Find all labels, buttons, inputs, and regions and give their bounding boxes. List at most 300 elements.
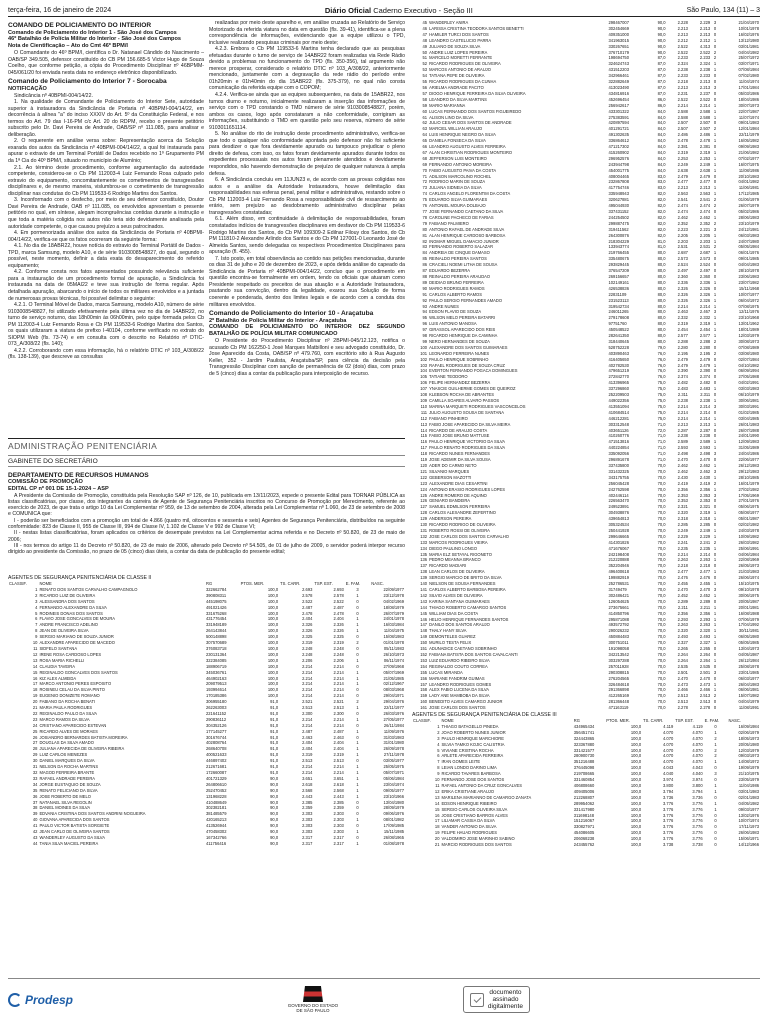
table-cell: 1 xyxy=(713,604,717,610)
table-cell: 471217302 xyxy=(608,144,629,150)
table-cell: 70,0 xyxy=(657,474,666,480)
table-cell: 0 xyxy=(356,811,359,817)
table-cell: 30/06/1981 xyxy=(738,398,759,403)
table-cell: 2.214 xyxy=(699,415,711,421)
table-cell: 2.326 xyxy=(677,285,688,291)
table-cell: 376547209 xyxy=(608,268,629,274)
department-block xyxy=(8,472,405,556)
table-cell: 32 xyxy=(32,770,38,775)
table-cell: 21/06/1982 xyxy=(738,149,759,155)
table-cell: 1 xyxy=(714,759,717,765)
table-cell: 2.593 xyxy=(699,445,711,451)
table-cell: 2 xyxy=(714,747,717,753)
table-cell: 72,0 xyxy=(657,427,666,433)
table-cell: 3 xyxy=(713,403,717,409)
page-footer xyxy=(8,978,760,1020)
table-cell: 1 xyxy=(713,462,717,468)
table-cell: 2.214 xyxy=(302,764,313,770)
table-cell: 156 xyxy=(420,675,428,681)
table-cell: 2.478 xyxy=(333,610,344,616)
table-cell: 11/04/1986 xyxy=(738,783,759,788)
table-cell: 70,0 xyxy=(657,663,666,669)
table-cell: 417754746 xyxy=(608,185,629,191)
table-cell: GIRASSOL APARECIDO DOS REIS xyxy=(429,327,496,333)
table-cell: 09/01/1983 xyxy=(738,120,759,126)
table-cell: 4.070 xyxy=(692,735,703,741)
table-cell: 290308815 xyxy=(608,669,629,675)
table-cell: 100,0 xyxy=(630,747,642,753)
table-cell: JULIANO DE SOUZA SILVA xyxy=(429,43,481,49)
table-cell: 3.776 xyxy=(663,818,674,824)
table-cell: 209079513 xyxy=(206,681,227,687)
table-cell: 2.303 xyxy=(302,817,313,823)
column-header: NOME xyxy=(39,581,52,586)
table-cell: 0 xyxy=(713,374,717,380)
table-cell: FABIO AUGUSTO PAIVA DA COSTA xyxy=(429,167,497,173)
table-cell: 2.229 xyxy=(699,533,711,539)
table-cell: 2.264 xyxy=(699,651,711,657)
table-cell: 2.332 xyxy=(699,315,711,321)
table-cell: 1 xyxy=(713,327,717,333)
table-cell: 2.214 xyxy=(333,681,344,687)
table-cell: 2.455 xyxy=(677,581,688,587)
table-cell: 1 xyxy=(356,829,359,835)
table-cell: 100,0 xyxy=(630,735,642,741)
table-cell: 22/11/1977 xyxy=(383,705,404,711)
table-cell: 2.303 xyxy=(333,823,344,829)
table-cell: 2.317 xyxy=(302,840,313,846)
table-cell: 2.324 xyxy=(677,61,688,67)
table-cell: 84,0 xyxy=(657,132,666,138)
table-cell: 80,0 xyxy=(657,297,666,303)
journal-name: Diário Oficial xyxy=(324,5,372,15)
table-cell: 2.303 xyxy=(333,817,344,823)
table-cell: 91,0 xyxy=(270,699,279,705)
table-cell: 117 xyxy=(420,445,428,451)
table-cell: 1 xyxy=(714,729,717,735)
table-cell: 1 xyxy=(356,705,359,711)
table-cell: 70,0 xyxy=(657,657,666,663)
table-cell: 103 xyxy=(420,362,428,368)
table-cell: 0 xyxy=(713,73,717,79)
table-cell: 464902163 xyxy=(206,675,227,681)
table-cell: 2.353 xyxy=(677,498,688,504)
table-cell: 20/05/1987 xyxy=(738,598,759,604)
table-cell: 2.214 xyxy=(677,415,688,421)
table-cell: 07/08/1975 xyxy=(738,303,759,309)
table-cell: 0 xyxy=(713,433,717,439)
table-cell: 198694750 xyxy=(608,55,629,61)
table-cell: 2.381 xyxy=(677,144,688,150)
table-cell: 23/10/1966 xyxy=(383,793,404,799)
table-cell: 30/07/1973 xyxy=(738,102,759,108)
table-cell: 2 xyxy=(713,244,717,250)
table-cell: 75,0 xyxy=(657,392,666,398)
table-cell: 401721329 xyxy=(206,775,227,781)
table-cell: 2.213 xyxy=(699,185,711,191)
table-cell: 79,0 xyxy=(657,344,666,350)
table-cell: 446897402 xyxy=(206,758,227,764)
table-cell: ALAN HENRIQUE CARDOSO BARBOSA xyxy=(429,232,506,238)
table-cell: 243455762 xyxy=(573,842,595,848)
table-cell: 0 xyxy=(714,765,717,771)
table-cell: 2.452 xyxy=(677,592,688,598)
table-cell: 0 xyxy=(713,699,717,705)
table-cell: 23/06/1983 xyxy=(738,273,759,279)
table-cell: ANDRE ROMERO DE AQUINO xyxy=(429,492,487,498)
column-header: NASC. xyxy=(371,581,384,586)
table-cell: 2.483 xyxy=(699,386,711,392)
table-cell: EDSON HENRIQUE RIBEIRO xyxy=(441,800,497,806)
table-cell: 1 xyxy=(714,788,717,794)
table-cell: 301676744 xyxy=(206,734,227,740)
table-cell: 99 xyxy=(422,338,428,344)
table-cell: REGINALDO PAULO DA SILVA xyxy=(39,710,97,716)
table-cell: 1 xyxy=(437,723,440,729)
table-cell: 2.206 xyxy=(333,657,344,663)
table-cell: 11 xyxy=(435,783,440,788)
table-cell: 100,0 xyxy=(630,729,642,735)
table-cell: EDVANIA CRISTINA DOS SANTOS ANDRINI NOGUEIRA xyxy=(39,811,146,817)
table-cell: 2.285 xyxy=(677,522,688,528)
table-cell: 04/10/1982 xyxy=(738,362,759,368)
table-cell: 05/02/1986 xyxy=(738,209,759,214)
table-cell: 290026232 xyxy=(608,628,629,634)
table-cell: 90,0 xyxy=(657,37,666,43)
table-cell: 16 xyxy=(32,675,38,681)
table-cell: 100,0 xyxy=(267,622,279,628)
table-cell: 403651126 xyxy=(608,427,629,433)
table-cell: 0 xyxy=(356,604,359,610)
column-header: E. FAM. xyxy=(704,718,720,724)
table-cell: 51 xyxy=(422,55,428,61)
table-cell: 100,0 xyxy=(267,610,279,616)
table-cell: 76 xyxy=(422,203,428,209)
table-cell: LADY ANE MAMBOBA DA SILVA xyxy=(429,693,490,699)
table-cell: FERNANDO JOSE DOS SANTOS xyxy=(441,777,505,783)
table-cell: 2.212 xyxy=(699,37,711,43)
table-cell: 2.237 xyxy=(699,90,711,96)
table-cell: 16/05/1982 xyxy=(738,138,759,144)
table-cell: 31/05/1989 xyxy=(738,445,759,451)
table-cell: ARLETE APARECIDA FERREIRA xyxy=(441,753,504,759)
table-cell: 17/12/1985 xyxy=(738,191,759,197)
table-cell: CRISTIANO APARECIDO ESTEVAN xyxy=(39,722,107,728)
table-cell: VANDER ANTONIO DA SILVA xyxy=(441,824,497,830)
table-cell: 1 xyxy=(356,775,359,781)
table-cell: 402782530 xyxy=(608,362,629,368)
table-cell: 0 xyxy=(713,90,717,96)
table-cell: 2.404 xyxy=(302,746,313,752)
table-cell: 2.476 xyxy=(699,575,711,581)
table-cell: LEANDRO CASTELUCIO PARRA xyxy=(429,37,492,43)
table-cell: JOSE ADEMIR DA SILVA SOUSA xyxy=(429,457,491,463)
table-cell: 16/09/1984 xyxy=(738,723,759,729)
unit-title: 46º Batalhão de Polícia Militar do Interior - São José dos Campos xyxy=(8,36,182,43)
table-cell: 331948189 xyxy=(206,622,227,628)
table-cell: 4.070 xyxy=(663,741,674,747)
table-cell: 2.356 xyxy=(677,610,688,616)
table-cell: EDUARDO SILVA GUIMARAES xyxy=(429,197,488,203)
table-cell: 75 xyxy=(422,197,428,203)
table-cell: JOAO ROBERTO NUNES JUNIOR xyxy=(441,729,506,735)
table-cell: 2.206 xyxy=(302,657,313,663)
table-cell: 2.589 xyxy=(699,439,711,445)
table-cell: 70,0 xyxy=(657,533,666,539)
table-cell: FELIPE HERNANDEZ BEZERRA xyxy=(429,380,491,386)
table-cell: 100,0 xyxy=(267,586,279,592)
table-cell: 2.353 xyxy=(699,498,711,504)
table-caption: AGENTES DE SEGURANÇA PENITENCIÁRIA DE CLASSE III xyxy=(412,712,557,719)
table-cell: 86,0 xyxy=(657,102,666,108)
table-cell: 1 xyxy=(713,191,717,197)
table-cell: 70,0 xyxy=(657,516,666,522)
table-cell: 27/02/1982 xyxy=(738,486,759,492)
table-cell: 100,0 xyxy=(630,788,642,794)
table-cell: 2.248 xyxy=(333,651,344,657)
table-cell: 116 xyxy=(420,439,428,445)
table-cell: 1 xyxy=(713,362,717,368)
table-cell: 03/07/1971 xyxy=(738,61,759,67)
table-cell: LUCAS MIRANDA xyxy=(429,669,463,675)
table-cell: 2.253 xyxy=(699,155,711,161)
table-cell: ALISON LINO DA SILVA xyxy=(429,114,474,120)
edital-title: EDITAL CP nº 001 DE 15-1-2024 – ASP xyxy=(8,486,109,492)
table-cell: INGMAR MIGUEL DAMACIO JUNIOR xyxy=(429,238,499,244)
table-cell: 125 xyxy=(420,492,428,498)
table-cell: 2.430 xyxy=(699,474,711,480)
table-cell: 05/08/1977 xyxy=(738,510,759,516)
table-cell: 71,0 xyxy=(657,439,666,445)
table-cell: 93 xyxy=(422,303,428,309)
table-cell: 2.228 xyxy=(677,20,688,25)
table-cell: 0 xyxy=(713,173,717,179)
table-cell: 2.265 xyxy=(677,646,688,652)
table-cell: 17/04/1992 xyxy=(738,622,759,628)
table-cell: 2.374 xyxy=(699,374,711,380)
table-cell: 80,0 xyxy=(657,285,666,291)
table-cell: ERIKA CRISTIANE ARAUJO xyxy=(441,788,495,794)
prodesp-icon xyxy=(8,993,22,1007)
table-cell: 08/01/1982 xyxy=(383,817,404,823)
table-cell: 2.470 xyxy=(699,587,711,592)
table-cell: 8 xyxy=(35,628,38,634)
table-cell: 4.070 xyxy=(692,741,703,747)
table-cell: LEANDRO DA SILVA MARTINS xyxy=(429,96,487,102)
table-cell: LUIZ EDUARDO RIBEIRO SILVA xyxy=(429,657,490,663)
table-cell: 30/08/1973 xyxy=(738,338,759,344)
table-cell: 70,0 xyxy=(657,587,666,592)
table-cell: JOSE ROBERTO DE MELO xyxy=(39,793,91,799)
table-cell: 26/01/1983 xyxy=(738,421,759,427)
table-cell: 2.326 xyxy=(302,628,313,634)
table-cell: LUIS HENRIQUE NEGRO DA SILVA xyxy=(429,132,496,138)
table-cell: 2.352 xyxy=(677,220,688,226)
table-cell: 303297288 xyxy=(608,657,629,663)
table-cell: 2.470 xyxy=(677,457,688,463)
table-cell: 2.513 xyxy=(302,758,313,764)
table-cell: 24/03/1978 xyxy=(738,527,759,533)
table-cell: 0 xyxy=(713,651,717,657)
table-cell: 127 xyxy=(420,504,428,510)
table-cell: 0 xyxy=(713,663,717,669)
table-cell: 2.531 xyxy=(677,244,688,250)
table-cell: 100,0 xyxy=(267,634,279,640)
table-cell: 449022356 xyxy=(608,398,629,403)
table-cell: 03/08/1980 xyxy=(738,350,759,356)
table-cell: DEIDIAO BRUNO FERREIRA xyxy=(429,279,484,285)
table-cell: 70,0 xyxy=(657,539,666,545)
table-cell: REGINALDO GONCALVES DOS SANTOS xyxy=(39,669,118,675)
table-cell: 1 xyxy=(713,439,717,445)
table-cell: 02/07/1984 xyxy=(738,356,759,362)
table-cell: 4.070 xyxy=(663,729,674,735)
table-cell: REGINALDO COUTO CORREA xyxy=(429,663,488,669)
table-cell: 82,0 xyxy=(657,197,666,203)
table-cell: 0 xyxy=(713,96,717,102)
table-cell: 0 xyxy=(714,794,717,800)
table-cell: 09/10/1978 xyxy=(738,587,759,592)
table-cell: 331675268 xyxy=(206,610,227,616)
table-cell: 142 xyxy=(420,592,428,598)
table-cell: 322882649 xyxy=(608,79,629,85)
table-cell: 2.498 xyxy=(677,451,688,457)
table-cell: ANDREIA DE CINQUE DAMASO xyxy=(429,250,490,256)
table-cell: 2.214 xyxy=(302,663,313,669)
table-cell: 80,0 xyxy=(657,303,666,309)
table-cell: 15/11/1985 xyxy=(383,829,404,835)
table-cell: MARINA MARQUETI RODRIGUES VASCONCELOS xyxy=(429,403,526,409)
table-cell: 3.776 xyxy=(692,812,703,818)
table-cell: ALEX FABIO LUCENA DA SILVA xyxy=(429,687,490,693)
table-cell: 87,0 xyxy=(657,73,666,79)
table-cell: 1 xyxy=(714,783,717,788)
table-cell: 07/02/1980 xyxy=(738,73,759,79)
table-cell: 70,0 xyxy=(657,575,666,581)
table-cell: 2.241 xyxy=(699,539,711,545)
table-cell: 390808311 xyxy=(206,592,227,598)
paragraph: realizadas por meio deste aparelho e, em análise cruzada ao Relatório de Serviço Motorizado da referida viatura no data em questão (fls. 39-41), identifica-se a plena correspondência de informações, evidenciando que a equipe utilizou o TPD, inclusive realizando pesquisas criminais por meio deste; xyxy=(209,20,405,46)
table-cell: 2.479 xyxy=(677,173,688,179)
table-cell: 02/01/1983 xyxy=(738,794,759,800)
table-cell: 1 xyxy=(713,61,717,67)
table-cell: 03/01/1981 xyxy=(738,43,759,49)
table-cell: 70,0 xyxy=(657,628,666,634)
table-cell: 2.479 xyxy=(699,362,711,368)
table-cell: 31/01/1980 xyxy=(383,740,404,746)
table-cell: ANTONIEL MOURA DOLBAJO xyxy=(429,203,486,209)
table-cell: 26/06/1974 xyxy=(738,575,759,581)
table-cell: 133 xyxy=(420,539,428,545)
table-cell: 33 xyxy=(32,775,38,781)
table-cell: 82,0 xyxy=(657,220,666,226)
table-cell: LEANDRO AUGUSTO ALVES FERREIRA xyxy=(429,144,506,150)
table-cell: 18/08/1979 xyxy=(383,604,404,610)
table-cell: 67 xyxy=(422,149,428,155)
table-cell: 2.231 xyxy=(677,90,688,96)
table-cell: 2.320 xyxy=(699,628,711,634)
table-cell: MARIA PAULA RODRIGUES xyxy=(39,705,93,711)
table-cell: ROSINEU CELAU DA SILVA PINTO xyxy=(39,687,105,693)
table-cell: 36 xyxy=(32,793,38,799)
table-cell: 09/06/1976 xyxy=(383,811,404,817)
table-cell: 0 xyxy=(356,651,359,657)
table-cell: 402446114 xyxy=(608,492,629,498)
table-cell: 2.214 xyxy=(333,764,344,770)
table-cell: 212671681 xyxy=(206,764,227,770)
table-cell: 2.497 xyxy=(699,268,711,274)
table-cell: 80,0 xyxy=(657,333,666,339)
table-cell: 2.487 xyxy=(302,604,313,610)
table-cell: 319411562 xyxy=(608,226,629,232)
table-cell: 491302635 xyxy=(608,132,629,138)
table-cell: 52 xyxy=(422,61,428,67)
table-cell: 0 xyxy=(356,734,359,740)
table-cell: 252786531 xyxy=(608,581,629,587)
table-cell: 291366898 xyxy=(608,687,629,693)
table-cell: CRACIELI NOEMI LITHA DE SOUSA xyxy=(429,262,498,268)
table-cell: 0 xyxy=(356,722,359,728)
table-cell: 1 xyxy=(713,516,717,522)
table-cell: 454086605 xyxy=(573,830,595,836)
table-cell: FABIO JOSE APARECIDO DA SILVA MEIRA xyxy=(429,421,511,427)
table-cell: 2.588 xyxy=(677,114,688,120)
table-cell: 82 xyxy=(422,238,428,244)
table-cell: SILVIA TAMKO KOJIC CALISTRIA xyxy=(441,741,505,747)
table-cell: 1 xyxy=(713,640,717,646)
table-cell: 17/05/1969 xyxy=(738,492,759,498)
table-cell: 149 xyxy=(420,634,428,640)
table-cell: 07/08/1989 xyxy=(738,344,759,350)
table-cell: 12/03/1979 xyxy=(738,333,759,339)
table-cell: RICARDO LUIZ DE OLIVEIRA xyxy=(39,592,96,598)
table-cell: 27/05/1988 xyxy=(738,374,759,380)
table-cell: 70,0 xyxy=(657,651,666,657)
table-cell: 42 xyxy=(32,829,38,835)
table-cell: 7 xyxy=(437,759,440,765)
table-cell: 300751011 xyxy=(608,640,629,646)
table-cell: 39 xyxy=(32,811,38,817)
table-cell: 1 xyxy=(713,303,717,309)
table-cell: 2.638 xyxy=(677,167,688,173)
signature-check-icon xyxy=(470,993,484,1007)
table-cell: 1 xyxy=(714,806,717,812)
table-cell: 1 xyxy=(713,398,717,403)
table-cell: 90,0 xyxy=(270,834,279,840)
table-cell: 0 xyxy=(356,645,359,651)
table-cell: 2.293 xyxy=(677,616,688,622)
table-cell: 242198408 xyxy=(608,551,629,557)
table-cell: 242762598 xyxy=(608,486,629,492)
table-cell: 2.213 xyxy=(699,79,711,85)
table-cell: 82,0 xyxy=(657,209,666,214)
table-cell: 2.324 xyxy=(699,61,711,67)
table-cell: 82,0 xyxy=(657,226,666,232)
table-cell: 2.195 xyxy=(699,350,711,356)
table-cell: 72 xyxy=(422,179,428,185)
table-cell: 91,0 xyxy=(270,710,279,716)
stamp-line-3: digitalmente xyxy=(487,1003,523,1010)
table-cell: 2.479 xyxy=(699,173,711,179)
table-cell: 3.776 xyxy=(663,830,674,836)
table-cell: 91,0 xyxy=(270,705,279,711)
column-header: RG xyxy=(206,581,213,586)
table-cell: 113 xyxy=(420,421,428,427)
table-cell: CARLOS ANGELO FLORENTIM DA COSTA xyxy=(429,191,511,197)
table-cell: 90,0 xyxy=(657,20,666,25)
table-cell: 18 xyxy=(434,824,440,830)
table-cell: 446212281 xyxy=(608,415,629,421)
